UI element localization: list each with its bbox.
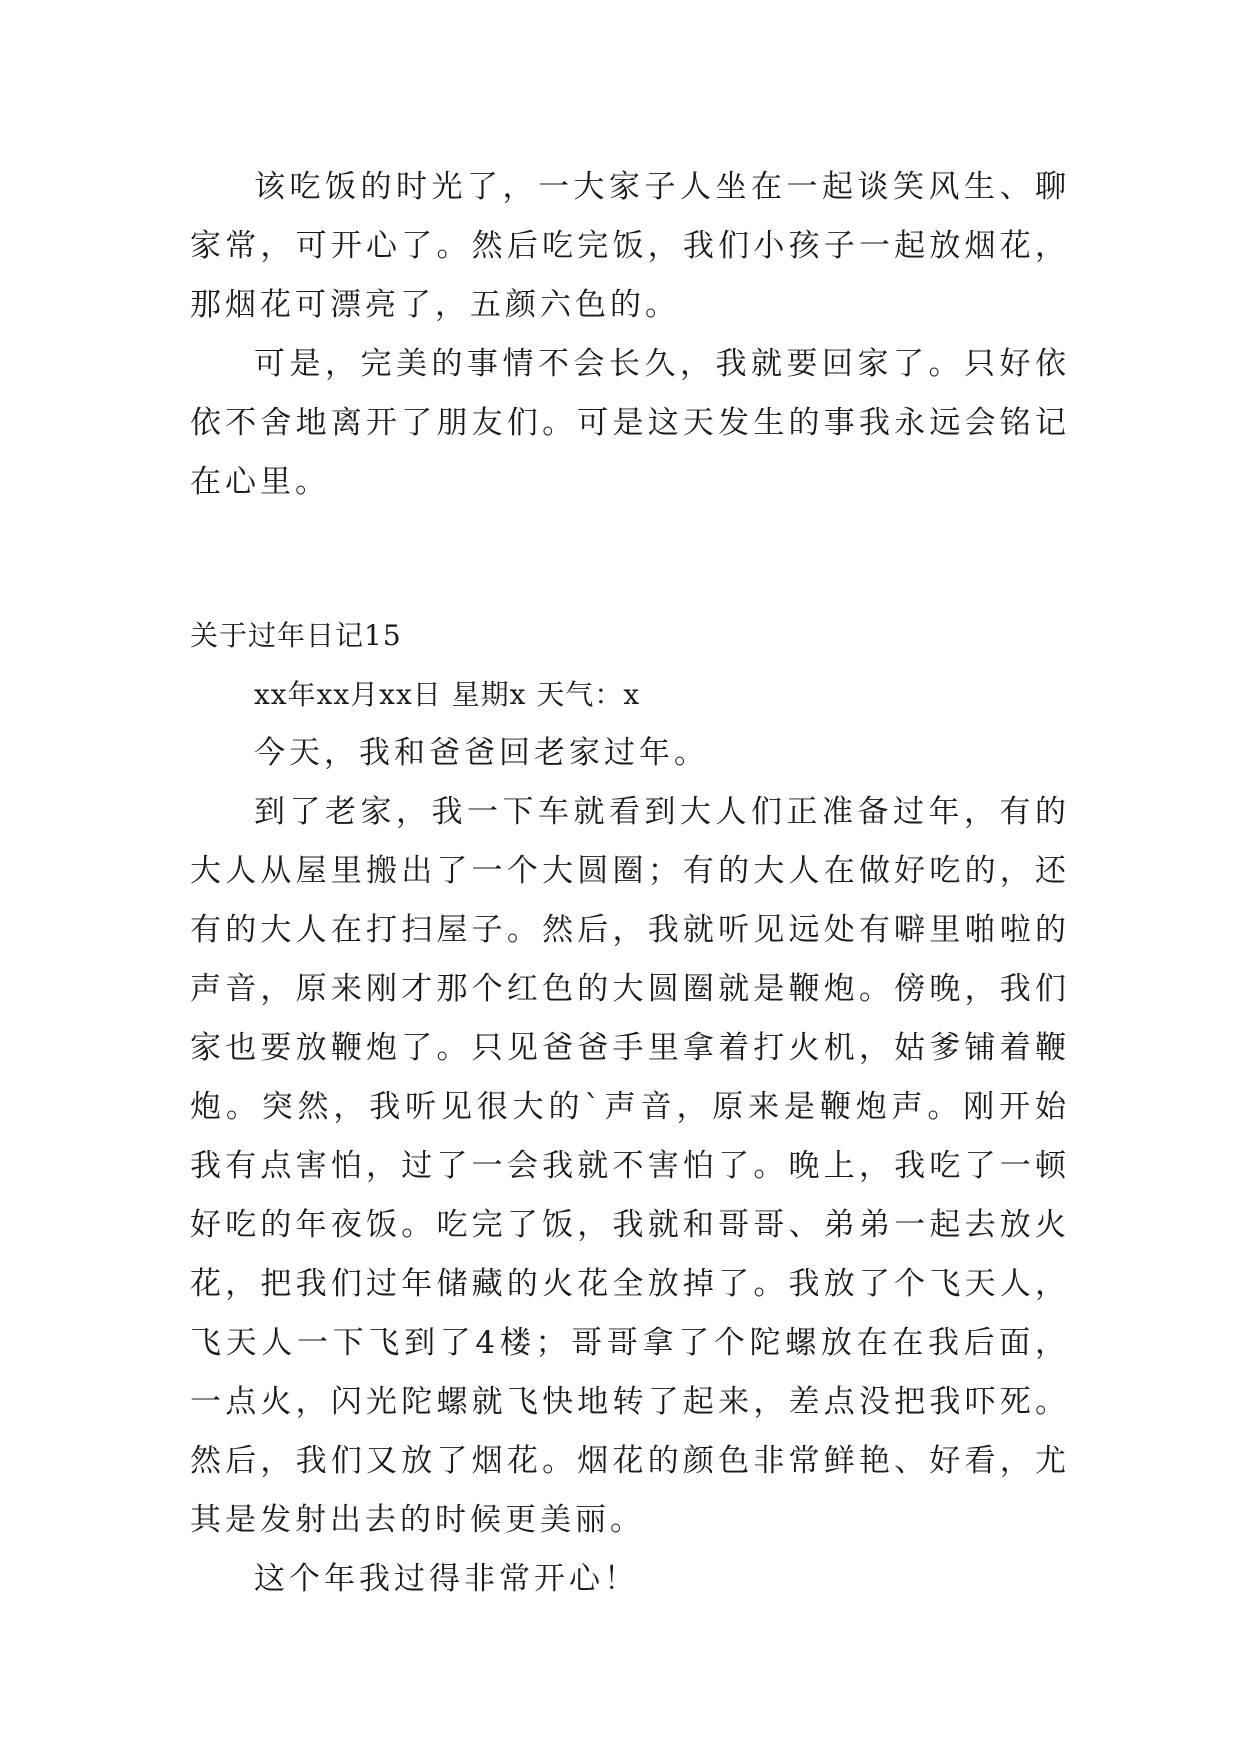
section-title: 关于过年日记15 [190, 619, 402, 652]
document-page [190, 158, 1070, 1609]
paragraph-dinner: 该吃饭的时光了，一大家子人坐在一起谈笑风生、聊家常，可开心了。然后吃完饭，我们小孩子一起放烟花，那烟花可漂亮了，五颜六色的。 [190, 169, 1070, 323]
paragraph-intro: 今天，我和爸爸回老家过年。 [254, 735, 709, 771]
paragraph-leaving: 可是，完美的事情不会长久，我就要回家了。只好依依不舍地离开了朋友们。可是这天发生的事我永远会铭记在心里。 [190, 346, 1070, 500]
paragraph-conclusion: 这个年我过得非常开心！ [254, 1561, 639, 1597]
paragraph-main: 到了老家，我一下车就看到大人们正准备过年，有的大人从屋里搬出了一个大圆圈；有的大人在做好吃的，还有的大人在打扫屋子。然后，我就听见远处有噼里啪啦的声音，原来刚才那个红色的大圆圈就是鞭炮。傍晚，我们家也要放鞭炮了。只见爸爸手里拿着打火机，姑爹铺着鞭炮。突然，我听见很大的`声音，原来是鞭炮声。刚开始我有点害怕，过了一会我就不害怕了。晚上，我吃了一顿好吃的年夜饭。吃完了饭，我就和哥哥、弟弟一起去放火花，把我们过年储藏的火花全放掉了。我放了个飞天人，飞天人一下飞到了4楼；哥哥拿了个陀螺放在在我后面，一点火，闪光陀螺就飞快地转了起来，差点没把我吓死。然后，我们又放了烟花。烟花的颜色非常鲜艳、好看，尤其是发射出去的时候更美丽。 [190, 794, 1070, 1538]
date-weather-line: xx年xx月xx日 星期x 天气：x [254, 678, 641, 711]
